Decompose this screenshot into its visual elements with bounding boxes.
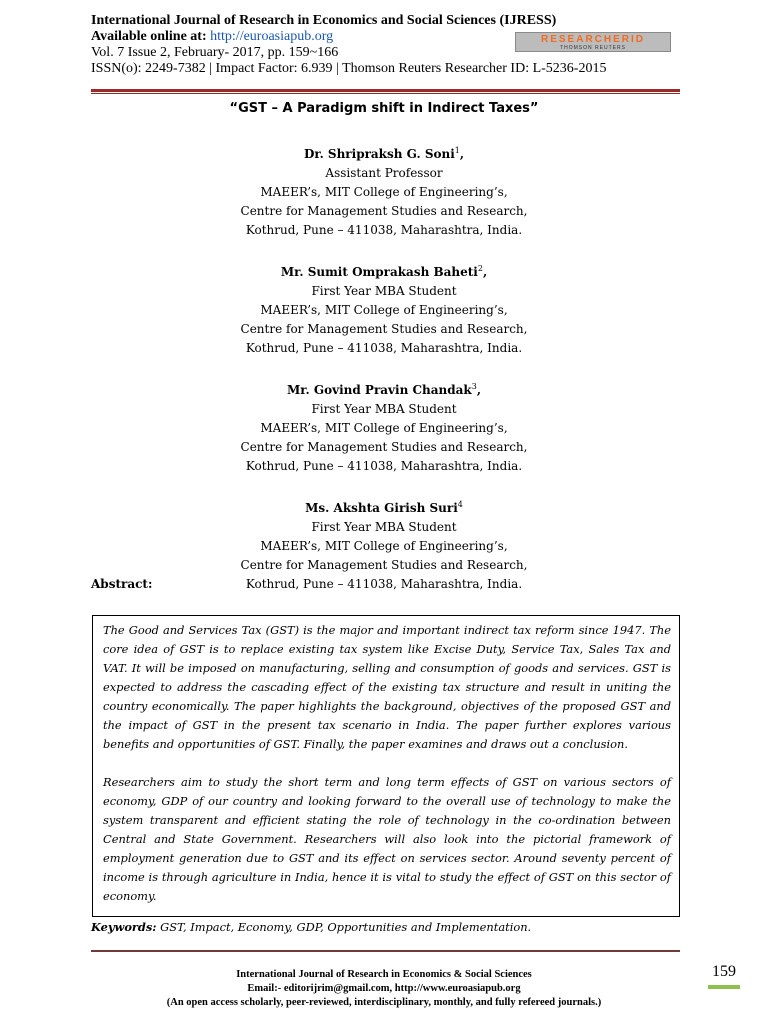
author-affiliation-address: Kothrud, Pune – 411038, Maharashtra, India. <box>245 459 523 473</box>
header-rule-thin <box>91 93 680 94</box>
author-name: Dr. Shripraksh G. Soni <box>303 147 455 161</box>
footer-journal-name: International Journal of Research in Economics & Social Sciences <box>236 969 532 980</box>
journal-url-link[interactable]: http://euroasiapub.org <box>210 29 334 44</box>
issn-line: ISSN(o): 2249-7382 | Impact Factor: 6.939 | Thomson Reuters Researcher ID: L-5236-2015 <box>91 61 607 76</box>
author-name: Mr. Govind Pravin Chandak <box>286 383 472 397</box>
page-number: 159 <box>712 963 736 980</box>
keywords-label: Keywords: <box>91 920 157 934</box>
author-affiliation-mark: 2 <box>477 264 483 273</box>
author-role: First Year MBA Student <box>311 284 457 298</box>
author-affiliation-centre: Centre for Management Studies and Research, <box>240 322 528 336</box>
author-affiliation-mark: 3 <box>471 382 477 391</box>
paper-title: “GST – A Paradigm shift in Indirect Taxes” <box>229 101 539 116</box>
author-affiliation-mark: 1 <box>454 146 460 155</box>
author-name-suffix: , <box>476 383 482 397</box>
author-affiliation-institute: MAEER’s, MIT College of Engineering’s, <box>260 185 508 199</box>
footer-contact: Email:- editorijrim@gmail.com, http://www.euroasiapub.org <box>247 983 521 994</box>
author-affiliation-mark: 4 <box>457 500 463 509</box>
author-affiliation-centre: Centre for Management Studies and Research, <box>240 440 528 454</box>
author-list <box>0 141 768 613</box>
author-affiliation-address: Kothrud, Pune – 411038, Maharashtra, India. <box>245 223 523 237</box>
footer-description: (An open access scholarly, peer-reviewed, interdisciplinary, monthly, and fully refereed journals.) <box>166 997 602 1008</box>
journal-title: International Journal of Research in Economics and Social Sciences (IJRESS) <box>91 13 557 28</box>
journal-footer <box>0 968 768 1010</box>
header-rule-thick <box>91 89 680 92</box>
abstract-heading: Abstract: <box>91 577 153 591</box>
researcherid-logo-subtext: THOMSON REUTERS <box>560 45 626 51</box>
author-name-line <box>0 141 768 164</box>
keywords-line <box>91 918 531 937</box>
keywords-text: GST, Impact, Economy, GDP, Opportunities and Implementation. <box>156 920 532 934</box>
author-affiliation-address: Kothrud, Pune – 411038, Maharashtra, India. <box>245 577 523 591</box>
abstract-box <box>92 615 680 917</box>
researcherid-logo-text: RESEARCHERID <box>540 34 645 45</box>
author-affiliation-institute: MAEER’s, MIT College of Engineering’s, <box>260 421 508 435</box>
abstract-paragraph-1: The Good and Services Tax (GST) is the major and important indirect tax reform since 1947. The core idea of GST is to replace existing tax system like Excise Duty, Service Tax, Sales Tax and VAT. It will be imposed on manufacturing, selling and consumption of goods and services. GST is expected to address the cascading effect of the existing tax structure and result in uniting the country economically. The paper highlights the background, objectives of the proposed GST and the impact of GST in the present tax scenario in India. The paper further explores various benefits and opportunities of GST. Finally, the paper examines and draws out a conclusion. <box>103 623 671 751</box>
author-name-line <box>0 377 768 400</box>
author-affiliation-institute: MAEER’s, MIT College of Engineering’s, <box>260 303 508 317</box>
author-block-1 <box>0 141 768 240</box>
author-name-line <box>0 259 768 282</box>
footer-rule <box>91 950 680 952</box>
volume-line: Vol. 7 Issue 2, February- 2017, pp. 159~166 <box>91 45 339 60</box>
author-name-suffix: , <box>459 147 465 161</box>
abstract-paragraph-2: Researchers aim to study the short term and long term effects of GST on various sectors of economy, GDP of our country and looking forward to the overall use of technology to make the system transparent and efficient stating the role of technology in the co-ordination between Central and State Government. Researchers will also look into the pictorial framework of employment generation due to GST and its effect on services sector. Around seventy percent of income is through agriculture in India, hence it is vital to study the effect of GST on this sector of economy. <box>103 775 671 903</box>
author-name: Ms. Akshta Girish Suri <box>305 501 458 515</box>
author-role: First Year MBA Student <box>311 402 457 416</box>
author-affiliation-centre: Centre for Management Studies and Research, <box>240 558 528 572</box>
author-block-3 <box>0 377 768 476</box>
author-name-line <box>0 495 768 518</box>
author-role: Assistant Professor <box>325 166 443 180</box>
author-name: Mr. Sumit Omprakash Baheti <box>280 265 478 279</box>
author-affiliation-centre: Centre for Management Studies and Research, <box>240 204 528 218</box>
author-block-2 <box>0 259 768 358</box>
author-affiliation-address: Kothrud, Pune – 411038, Maharashtra, India. <box>245 341 523 355</box>
researcherid-logo <box>515 32 671 52</box>
page-number-underline <box>708 985 740 989</box>
author-affiliation-institute: MAEER’s, MIT College of Engineering’s, <box>260 539 508 553</box>
author-role: First Year MBA Student <box>311 520 457 534</box>
author-name-suffix: , <box>482 265 488 279</box>
available-label: Available online at: <box>91 29 211 44</box>
